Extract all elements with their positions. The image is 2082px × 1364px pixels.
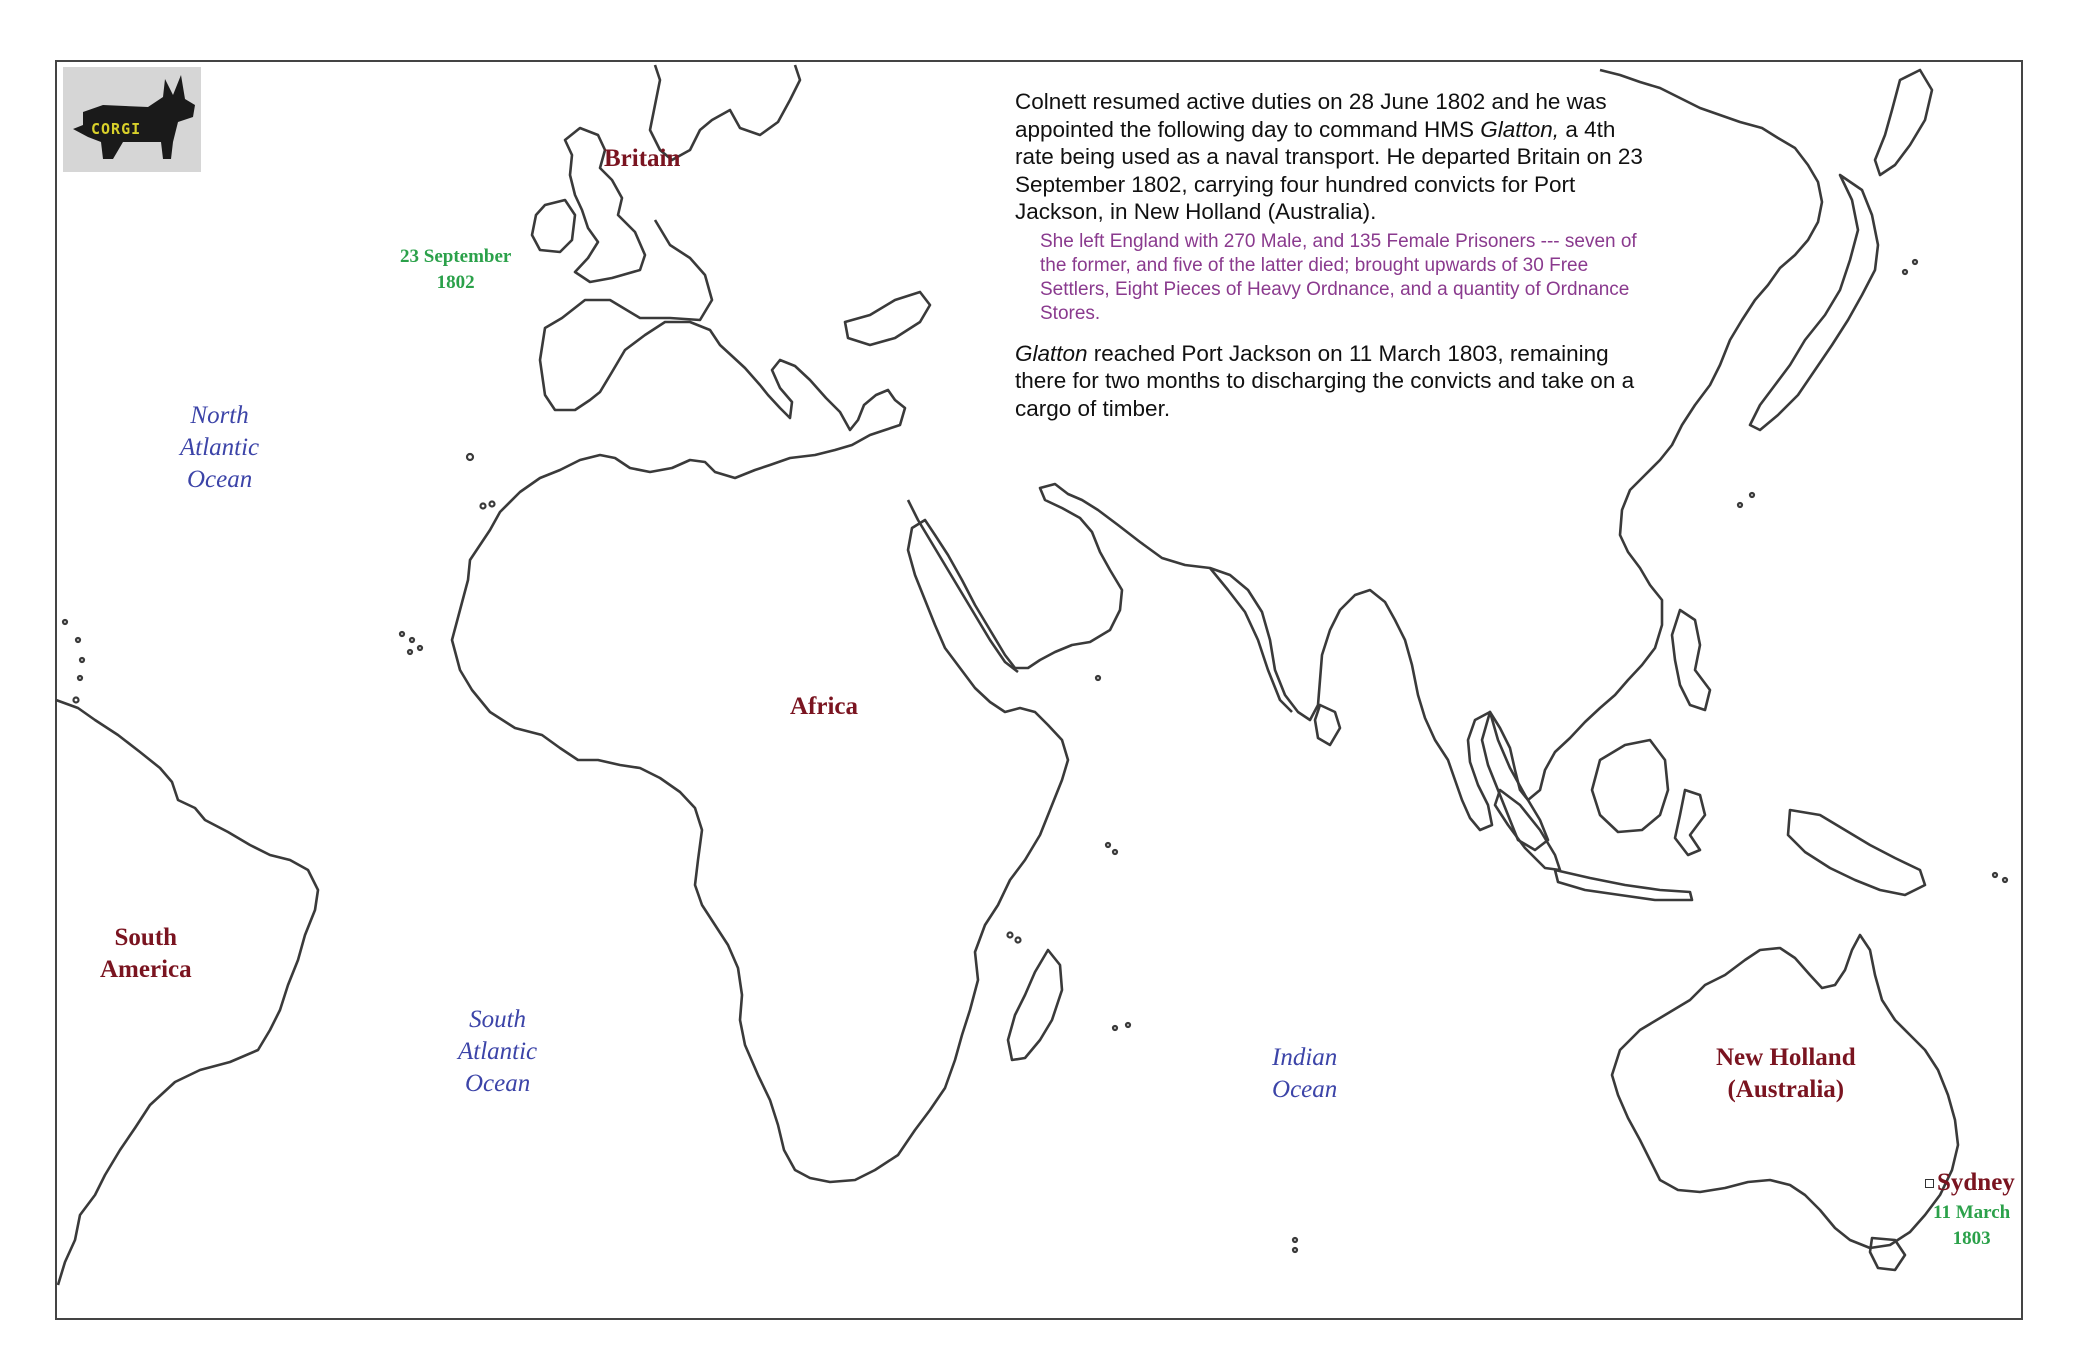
label-south-america: South America xyxy=(100,924,192,983)
black-sea-coastline xyxy=(845,292,930,345)
label-sydney: Sydney xyxy=(1937,1169,2015,1196)
japan-coastline xyxy=(1750,175,1878,430)
borneo-coastline xyxy=(1592,740,1668,832)
tasmania-coastline xyxy=(1870,1238,1905,1270)
narrative-paragraph-1: Colnett resumed active duties on 28 June 1802 and he was appointed the following day to command HMS Glatton, a 4th rate being used as a naval transport. He departed Britain on 23 September 1802, carrying four hundred convicts for Port Jackson, in New Holland (Australia). xyxy=(1015,89,1643,224)
label-indian-ocean: Indian Ocean xyxy=(1272,1044,1338,1103)
new-guinea-coastline xyxy=(1788,810,1925,895)
label-britain: Britain xyxy=(604,145,681,172)
ship-name: Glatton, xyxy=(1480,116,1560,142)
arabia-coastline xyxy=(908,500,1018,672)
narrative-block xyxy=(1015,88,1655,422)
ship-name: Glatton xyxy=(1015,340,1088,366)
logo-text: CORGI xyxy=(91,120,142,138)
java-coastline xyxy=(1555,870,1692,900)
label-north-atlantic-ocean: North Atlantic Ocean xyxy=(180,402,260,493)
ireland-coastline xyxy=(532,200,575,252)
sydney-marker xyxy=(1925,1179,1934,1188)
historical-quote: She left England with 270 Male, and 135 Female Prisoners --- seven of the former, and five of the latter died; brought upwards of 30 Free Settlers, Eight Pieces of Heavy Ordnance, and a quantity of Ordnance Stores. xyxy=(1040,230,1637,324)
caribbean-islands xyxy=(63,620,84,703)
label-departure-date: 23 September 1802 xyxy=(400,246,512,293)
label-south-atlantic-ocean: South Atlantic Ocean xyxy=(458,1006,538,1097)
madagascar-coastline xyxy=(1008,950,1062,1060)
philippines-coastline xyxy=(1672,610,1710,710)
sri-lanka-coastline xyxy=(1315,705,1340,745)
label-new-holland: New Holland (Australia) xyxy=(1716,1044,1856,1103)
south-america-coastline xyxy=(56,700,318,1285)
india-coastline xyxy=(1210,568,1292,712)
label-africa: Africa xyxy=(790,693,859,720)
kamchatka-coastline xyxy=(1875,70,1932,175)
corgi-logo xyxy=(63,67,201,172)
sumatra-coastline xyxy=(1495,790,1560,870)
narrative-paragraph-2: Glatton reached Port Jackson on 11 March 1803, remaining there for two months to discharging the convicts and take on a cargo of timber. xyxy=(1015,340,1635,421)
label-arrival-date: 11 March 1803 xyxy=(1933,1202,2011,1249)
sulawesi-coastline xyxy=(1675,790,1705,855)
